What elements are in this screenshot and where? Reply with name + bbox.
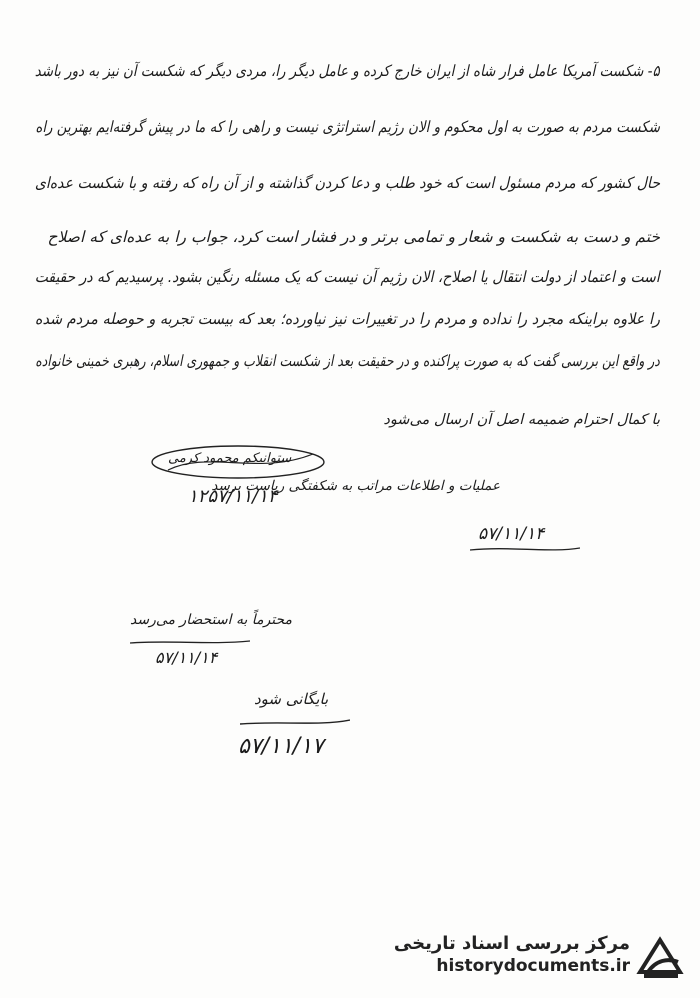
document-line-4: ختم و دست به شکست و شعار و تمامی برتر و در فشار است کرد، جواب را به عده‌ای که اصلاح: [47, 228, 660, 246]
date-bottom: ۵۷/۱۱/۱۷: [238, 734, 324, 759]
signature-left-text: ستوانیکم محمود کرمی: [168, 451, 292, 466]
archive-org-name: مرکز بررسی اسناد تاریخی: [393, 933, 630, 954]
document-line-5: است و اعتماد از دولت انتقال یا اصلاح، الان رژیم آن نیست که یک مسئله رنگین بشود. پرسیدیم که در حقیقت: [35, 268, 660, 286]
archive-logo-icon: [634, 932, 686, 984]
document-line-6: را علاوه براینکه مجرد را نداده و مردم را در تغییرات نیز نیاورده؛ بعد که بیست تجربه و حوصله مردم شده: [34, 310, 660, 328]
note-bottom: بایگانی شود: [254, 690, 329, 708]
archive-footer: [394, 933, 630, 976]
date-center: ۵۷/۱۱/۱۴: [155, 648, 218, 667]
date-left: ۱۲۵۷/۱۱/۱۴: [188, 486, 278, 507]
note-center: محترماً به استحضار می‌رسد: [130, 612, 293, 628]
underline-bottom: [240, 718, 350, 728]
underline-right: [470, 544, 580, 554]
note-right: عملیات و اطلاعات مراتب به شکفتگی ریاست برسد: [211, 478, 500, 494]
document-line-7: در واقع این بررسی گفت که به صورت پراکنده و در حقیقت بعد از شکست انقلاب و جمهوری اسلام، رهبری خمینی خانواده: [35, 352, 660, 370]
document-line-1: ۵- شکست آمریکا عامل فرار شاه از ایران خارج کرده و عامل دیگر را، مردی دیگر که شکست آن نیز به دور باشد: [35, 62, 660, 80]
underline-center: [130, 638, 250, 646]
closing-line: با کمال احترام ضمیمه اصل آن ارسال می‌شود: [383, 412, 660, 428]
archive-website: historydocuments.ir: [436, 956, 630, 976]
document-line-3: حال کشور که مردم مسئول است که خود طلب و دعا کردن گذاشته و از آن راه که رفته و با شکست عده‌ای: [34, 174, 660, 192]
date-right: ۵۷/۱۱/۱۴: [478, 524, 545, 544]
document-line-2: شکست مردم به صورت به اول محکوم و الان رژیم استراتژی نیست و راهی را که ما در پیش گرفته‌ایم بهترین راه: [35, 118, 660, 136]
